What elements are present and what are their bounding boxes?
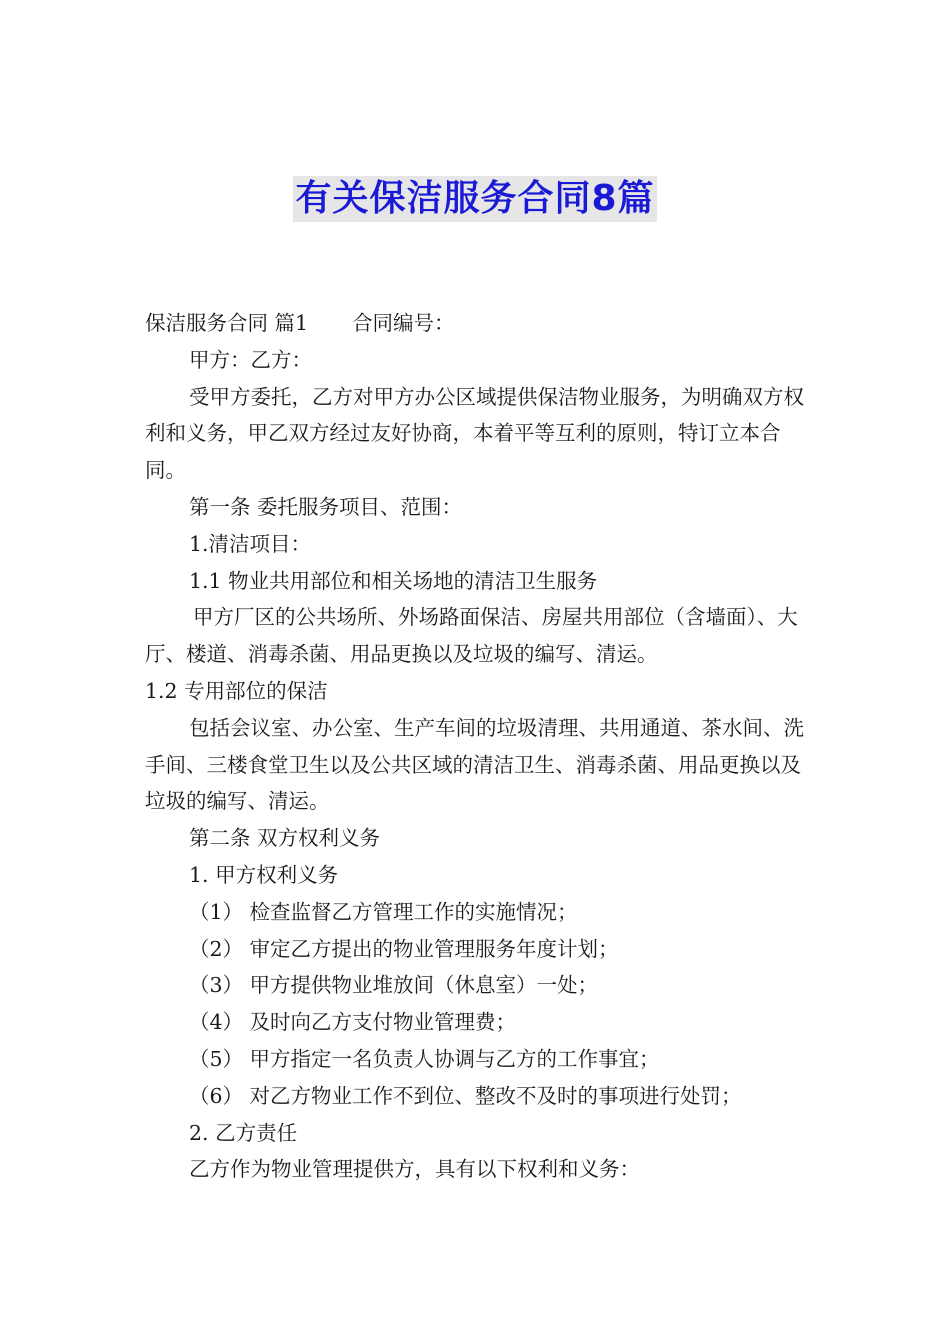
intro-paragraph: 受甲方委托，乙方对甲方办公区域提供保洁物业服务，为明确双方权利和义务，甲乙双方经过友好协商，本着平等互利的原则，特订立本合同。 — [145, 384, 804, 483]
list-item: （6） 对乙方物业工作不到位、整改不及时的事项进行处罚； — [189, 1083, 742, 1108]
article-2-heading: 第二条 双方权利义务 — [189, 826, 381, 851]
section-1-2-heading: 1.2 专用部位的保洁 — [145, 678, 328, 703]
parties-line: 甲方：乙方： — [189, 347, 312, 372]
document-body — [145, 305, 810, 1188]
section-2-2-text: 乙方作为物业管理提供方，具有以下权利和义务： — [189, 1157, 640, 1182]
list-item: （2） 审定乙方提出的物业管理服务年度计划； — [189, 936, 619, 961]
heading-line — [145, 305, 810, 342]
section-2-1-heading: 1. 甲方权利义务 — [189, 862, 339, 887]
section-1-2-text: 包括会议室、办公室、生产车间的垃圾清理、共用通道、茶水间、洗手间、三楼食堂卫生以及公共区域的清洁卫生、消毒杀菌、用品更换以及垃圾的编写、清运。 — [145, 715, 804, 814]
title-container — [0, 176, 950, 222]
article-1-heading: 第一条 委托服务项目、范围： — [189, 494, 463, 519]
document-title: 有关保洁服务合同8篇 — [293, 176, 656, 222]
list-item: （4） 及时向乙方支付物业管理费； — [189, 1010, 517, 1035]
section-2-2-heading: 2. 乙方责任 — [189, 1120, 298, 1145]
list-item: （5） 甲方指定一名负责人协调与乙方的工作事宜； — [189, 1046, 660, 1071]
section-1-1-text: 甲方厂区的公共场所、外场路面保洁、房屋共用部位（含墙面）、大厅、楼道、消毒杀菌、用品更换以及垃圾的编写、清运。 — [145, 605, 798, 667]
list-item: （3） 甲方提供物业堆放间（休息室）一处； — [189, 973, 599, 998]
contract-number-label: 合同编号： — [352, 311, 455, 335]
section-1-1-heading: 1.1 物业共用部位和相关场地的清洁卫生服务 — [189, 568, 598, 593]
contract-heading: 保洁服务合同 篇1 — [145, 311, 309, 335]
list-item: （1） 检查监督乙方管理工作的实施情况； — [189, 899, 578, 924]
section-1-heading: 1.清洁项目： — [189, 531, 312, 556]
